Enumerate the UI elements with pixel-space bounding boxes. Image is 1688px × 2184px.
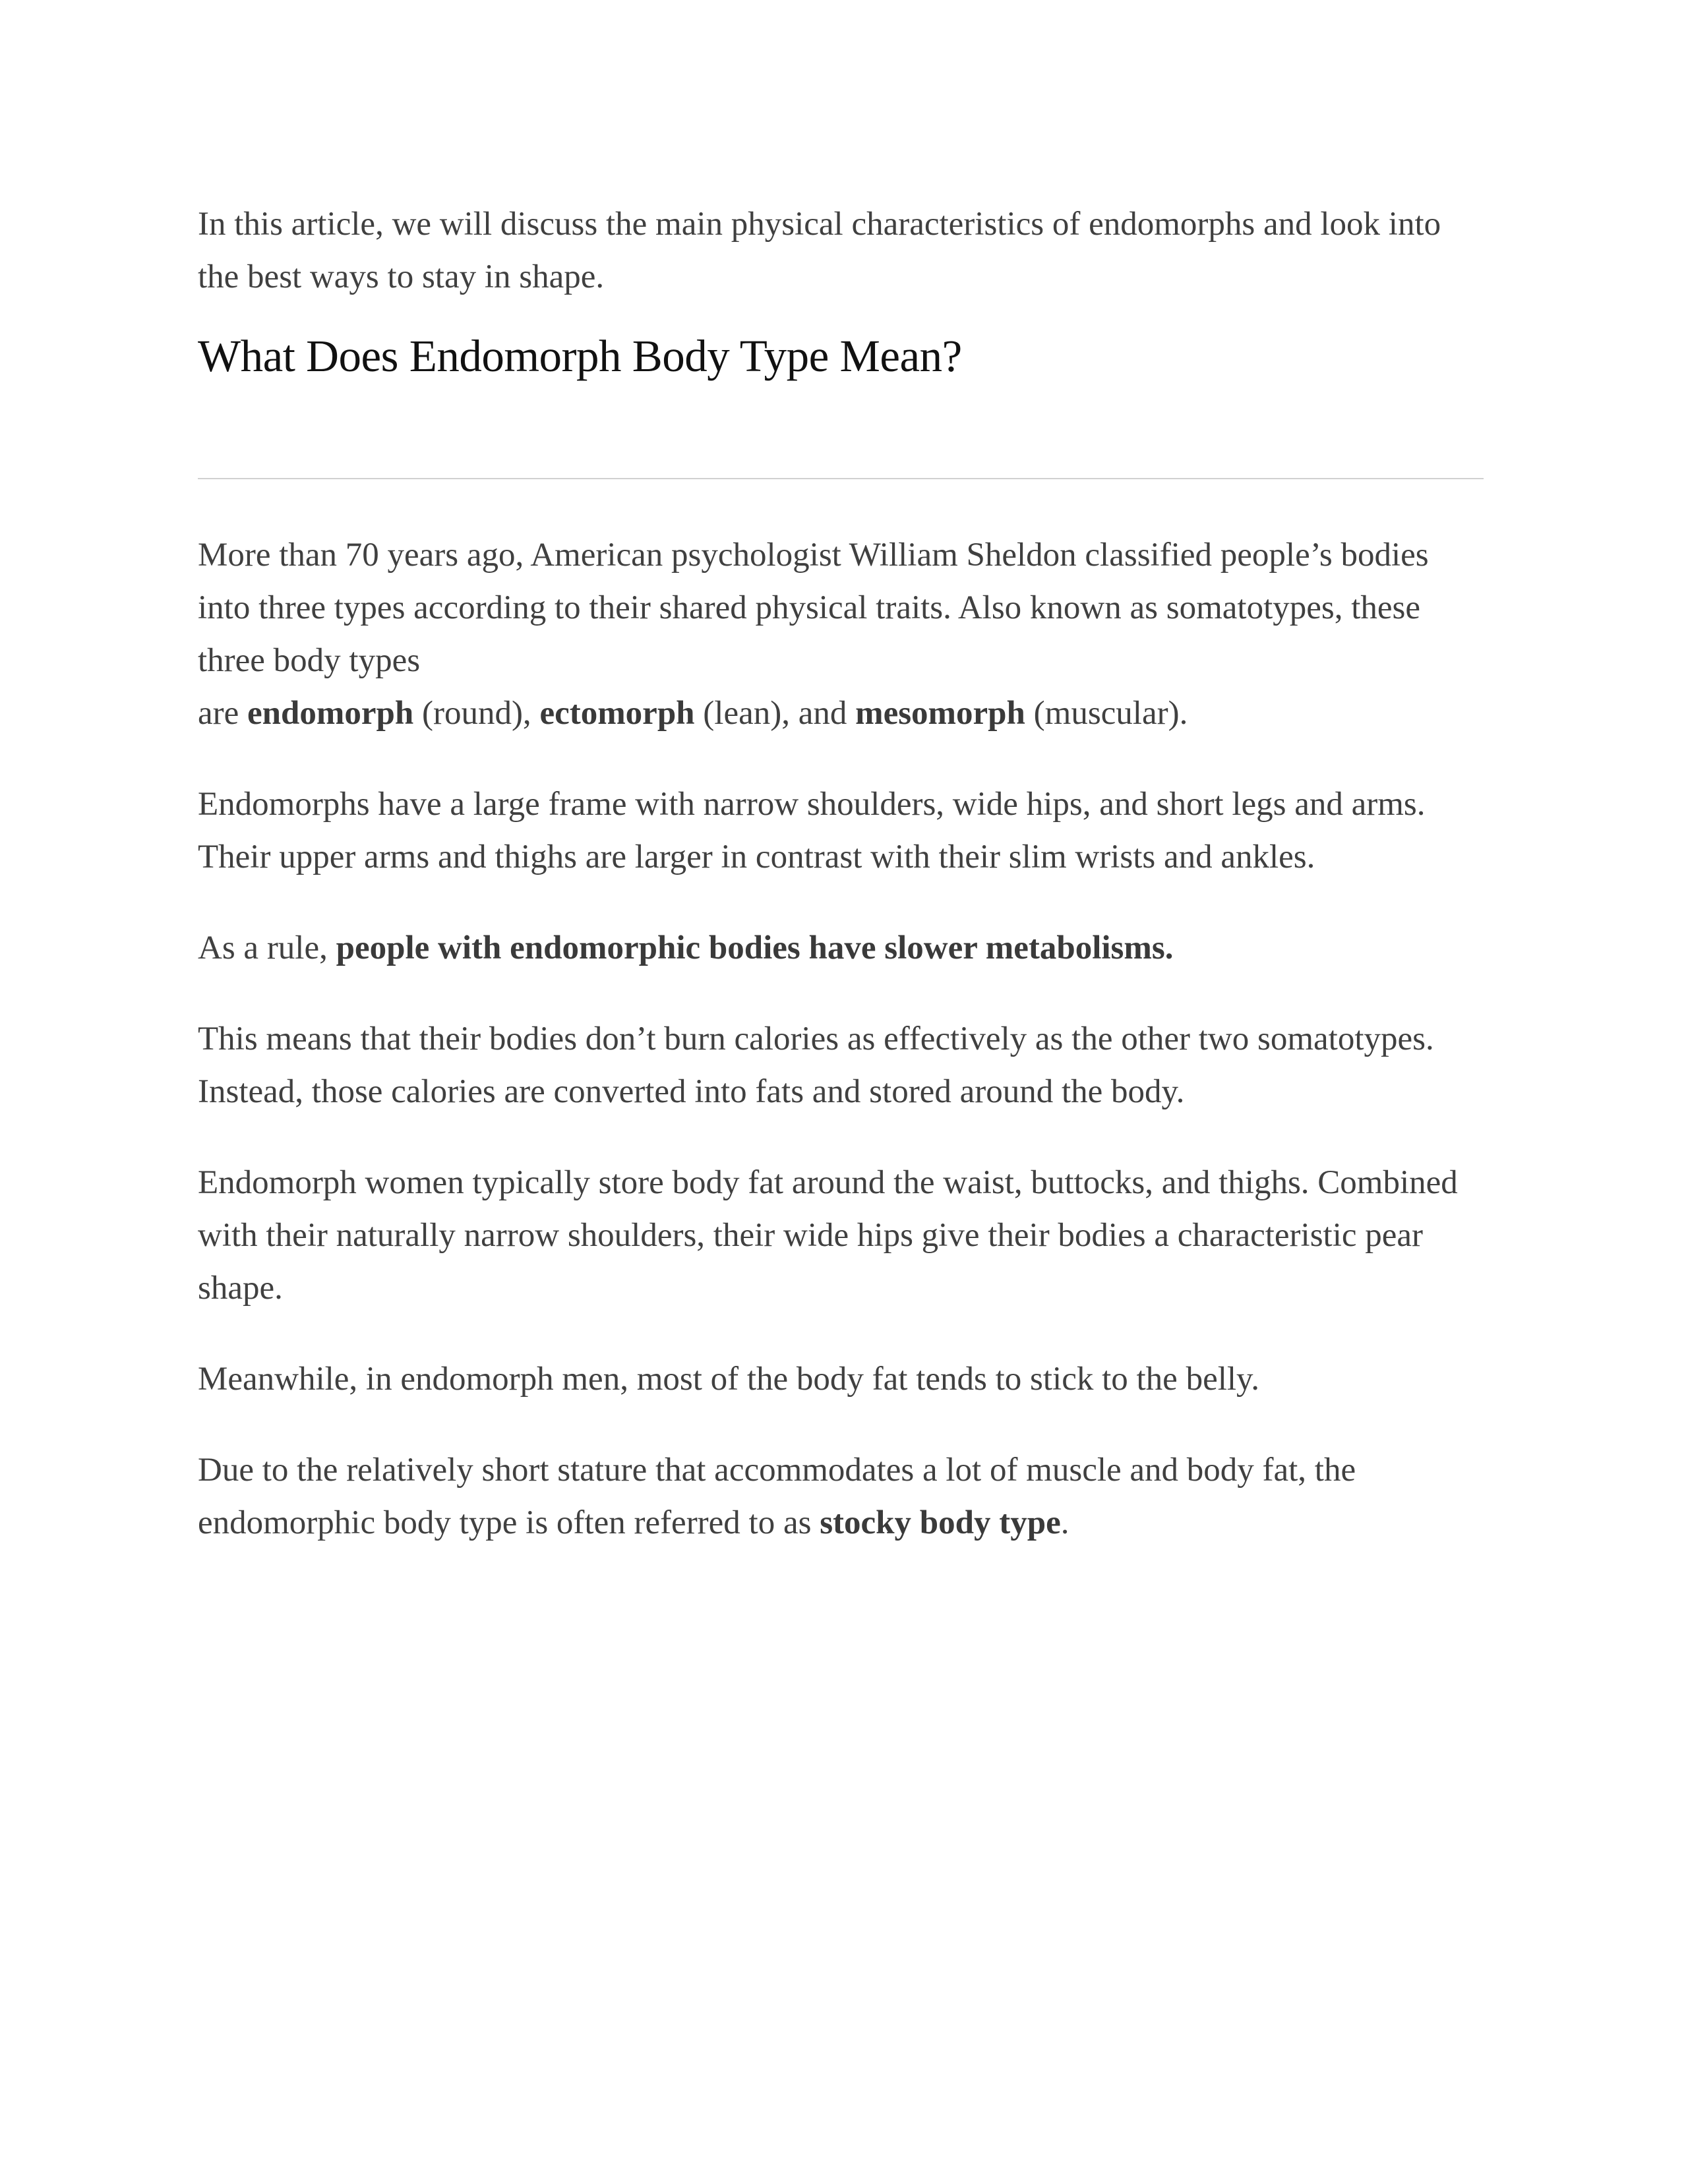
term-mesomorph: mesomorph [855, 695, 1025, 732]
text-period: . [1060, 1504, 1070, 1541]
paragraph-stature [198, 1444, 1484, 1549]
text-muscular: (muscular). [1025, 695, 1188, 732]
text-are: are [198, 695, 248, 732]
term-endomorph: endomorph [247, 695, 414, 732]
text-round: (round), [413, 695, 540, 732]
text-stature: Due to the relatively short stature that accommodates a lot of muscle and body fat, the endomorphic body type is often referred to as [198, 1452, 1356, 1541]
paragraph-sheldon [198, 529, 1484, 740]
section-heading: What Does Endomorph Body Type Mean? [198, 331, 962, 381]
sheldon-text: More than 70 years ago, American psychologist William Sheldon classified people’s bodies into three types according to their shared physical traits. Also known as somatotypes, these three body types [198, 537, 1429, 679]
stocky-emphasis: stocky body type [820, 1504, 1061, 1541]
paragraph-men: Meanwhile, in endomorph men, most of the body fat tends to stick to the belly. [198, 1361, 1259, 1398]
text-lean: (lean), and [694, 695, 856, 732]
intro-paragraph [198, 198, 1484, 303]
paragraph-metabolism [198, 922, 1484, 974]
term-ectomorph: ectomorph [539, 695, 695, 732]
intro-text: In this article, we will discuss the main physical characteristics of endomorphs and look into the best ways to stay in shape. [198, 206, 1441, 295]
paragraph-women: Endomorph women typically store body fat around the waist, buttocks, and thighs. Combined with their naturally narrow shoulders, their wide hips give their bodies a characteristic pear shape. [198, 1164, 1458, 1307]
article-body [198, 198, 1484, 1549]
paragraph-calories: This means that their bodies don’t burn calories as effectively as the other two somatotypes. Instead, those calories are converted into fats and stored around the body. [198, 1020, 1434, 1110]
text-as-a-rule: As a rule, [198, 930, 336, 966]
metabolism-emphasis: people with endomorphic bodies have slower metabolisms. [336, 930, 1174, 966]
section-divider [198, 478, 1484, 479]
paragraph-frame: Endomorphs have a large frame with narrow shoulders, wide hips, and short legs and arms. Their upper arms and thighs are larger in contrast with their slim wrists and ankles. [198, 786, 1426, 875]
